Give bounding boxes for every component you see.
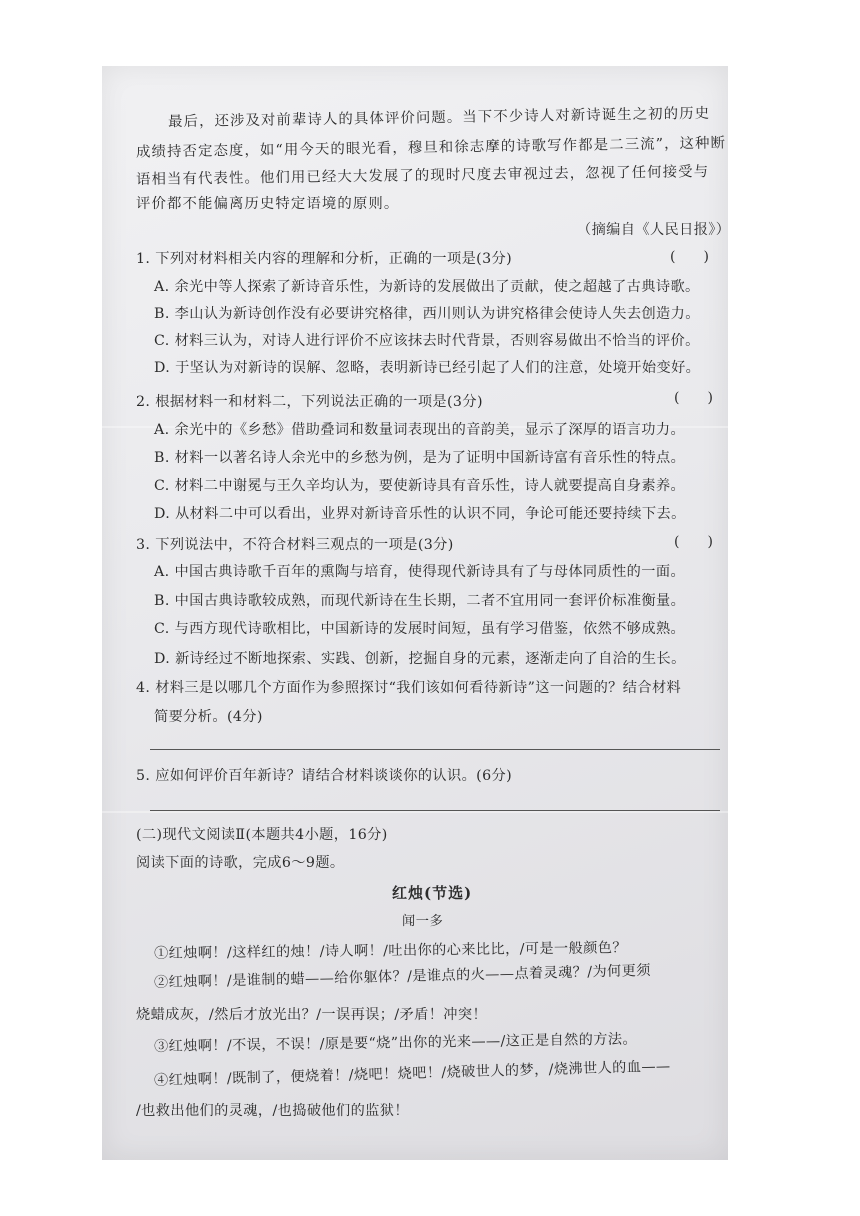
section-instruction: 阅读下面的诗歌，完成6～9题。 bbox=[136, 855, 345, 871]
question-1-option-c: C. 材料三认为，对诗人进行评价不应该抹去时代背景，否则容易做出不恰当的评价。 bbox=[154, 333, 700, 349]
question-2-option-b: B. 材料一以著名诗人余光中的乡愁为例，是为了证明中国新诗富有音乐性的特点。 bbox=[154, 450, 686, 466]
question-1-stem: 1. 下列对材料相关内容的理解和分析，正确的一项是(3分) bbox=[136, 251, 513, 267]
question-1-option-d: D. 于坚认为对新诗的误解、忽略，表明新诗已经引起了人们的注意，处境开始变好。 bbox=[154, 360, 701, 376]
passage-line-1: 最后，还涉及对前辈诗人的具体评价问题。当下不少诗人对新诗诞生之初的历史 bbox=[167, 105, 711, 131]
poem-stanza-2-line-2: 烧蜡成灰，/然后才放光出？/一误再误；/矛盾！冲突！ bbox=[136, 1007, 488, 1023]
passage-line-4: 评价都不能偏离历史特定语境的原则。 bbox=[136, 196, 400, 212]
poem-stanza-2-line-1: ②红烛啊！/是谁制的蜡——给你躯体？/是谁点的火——点着灵魂？/为何更须 bbox=[153, 962, 652, 991]
poem-title: 红烛(节选) bbox=[392, 884, 473, 902]
poem-stanza-3: ③红烛啊！/不误，不误！/原是要“烧”出你的光来——/这正是自然的方法。 bbox=[153, 1031, 638, 1055]
passage-source: （摘编自《人民日报》） bbox=[577, 222, 731, 238]
question-4-line-2: 简要分析。(4分) bbox=[154, 709, 263, 725]
question-3-answer-blank: ( ) bbox=[674, 534, 713, 550]
question-3-option-b: B. 中国古典诗歌较成熟，而现代新诗在生长期，二者不宜用同一套评价标准衡量。 bbox=[154, 593, 686, 609]
question-5-answer-line[interactable] bbox=[150, 810, 720, 811]
question-1-option-a: A. 余光中等人探索了新诗音乐性，为新诗的发展做出了贡献，使之超越了古典诗歌。 bbox=[154, 279, 700, 295]
question-3-option-d: D. 新诗经过不断地探索、实践、创新，挖掘自身的元素，逐渐走向了自洽的生长。 bbox=[154, 651, 686, 667]
question-4-line-1: 4. 材料三是以哪几个方面作为参照探讨“我们该如何看待新诗”这一问题的？结合材料 bbox=[136, 680, 682, 696]
question-3-option-c: C. 与西方现代诗歌相比，中国新诗的发展时间短，虽有学习借鉴，依然不够成熟。 bbox=[154, 621, 686, 637]
paper-fold bbox=[102, 811, 728, 813]
question-2-answer-blank: ( ) bbox=[674, 390, 713, 406]
question-2-option-d: D. 从材料二中可以看出，业界对新诗音乐性的认识不同，争论可能还要持续下去。 bbox=[154, 506, 686, 522]
exam-paper bbox=[102, 66, 731, 1160]
question-3-option-a: A. 中国古典诗歌千百年的熏陶与培育，使得现代新诗具有了与母体同质性的一面。 bbox=[154, 564, 686, 580]
question-4-answer-line[interactable] bbox=[150, 749, 720, 750]
poem-author: 闻一多 bbox=[402, 914, 444, 929]
passage-line-3: 语相当有代表性。他们用已经大大发展了的现时尺度去审视过去，忽视了任何接受与 bbox=[135, 163, 710, 189]
question-1-option-b: B. 李山认为新诗创作没有必要讲究格律，西川则认为讲究格律会使诗人失去创造力。 bbox=[154, 306, 700, 322]
poem-stanza-4-line-1: ④红烛啊！/既制了，便烧着！/烧吧！烧吧！/烧破世人的梦，/烧沸世人的血—— bbox=[153, 1058, 671, 1089]
question-5-line-1: 5. 应如何评价百年新诗？请结合材料谈谈你的认识。(6分) bbox=[136, 768, 513, 784]
question-2-option-a: A. 余光中的《乡愁》借助叠词和数量词表现出的音韵美，显示了深厚的语言功力。 bbox=[154, 422, 686, 438]
section-heading: (二)现代文阅读Ⅱ(本题共4小题，16分) bbox=[136, 827, 388, 843]
poem-stanza-1: ①红烛啊！/这样红的烛！/诗人啊！/吐出你的心来比比，/可是一般颜色？ bbox=[153, 940, 628, 962]
question-3-stem: 3. 下列说法中，不符合材料三观点的一项是(3分) bbox=[136, 537, 454, 553]
passage-line-2: 成绩持否定态度，如“用今天的眼光看，穆旦和徐志摩的诗歌写作都是二三流”，这种断 bbox=[135, 135, 727, 161]
question-2-stem: 2. 根据材料一和材料二，下列说法正确的一项是(3分) bbox=[136, 394, 483, 410]
poem-stanza-4-line-2: /也救出他们的灵魂，/也捣破他们的监狱！ bbox=[136, 1103, 409, 1119]
question-1-answer-blank: ( ) bbox=[670, 249, 709, 265]
question-2-option-c: C. 材料二中谢冕与王久辛均认为，要使新诗具有音乐性，诗人就要提高自身素养。 bbox=[154, 478, 686, 494]
